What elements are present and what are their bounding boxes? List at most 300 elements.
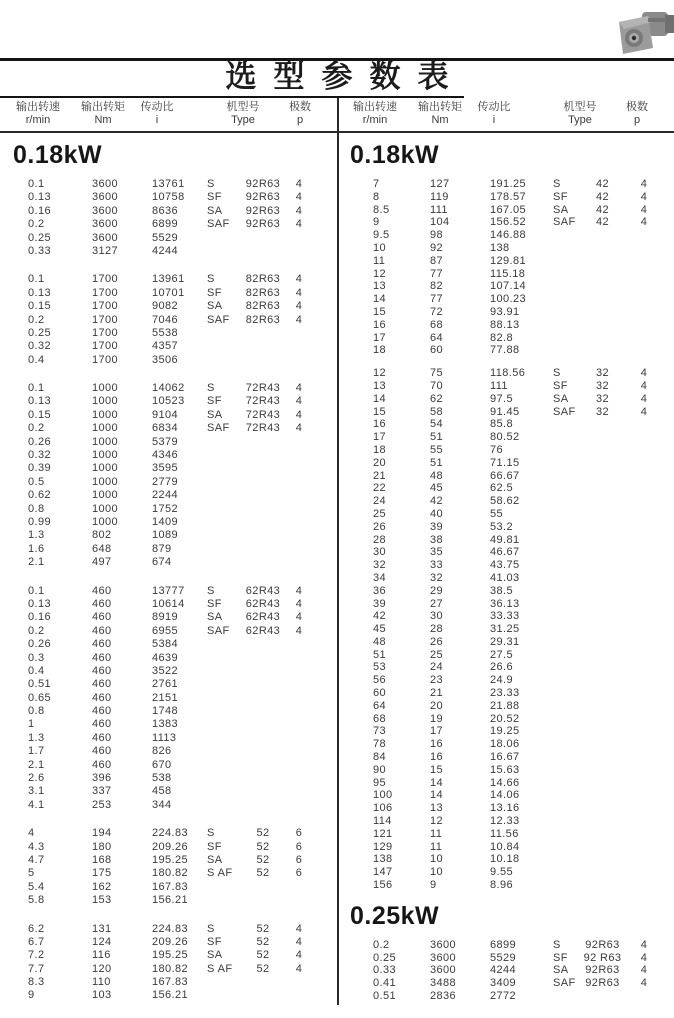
cell-poles [286, 718, 312, 731]
cell-ratio: 538 [152, 772, 172, 785]
cell-torque: 119 [430, 190, 449, 203]
cell-model [240, 462, 286, 475]
cell-speed: 53 [373, 661, 387, 674]
table-row [337, 508, 674, 521]
cell-model [580, 636, 625, 649]
cell-prefix: SA [207, 949, 223, 962]
cell-model [580, 418, 625, 431]
table-row [0, 705, 337, 718]
cell-poles [625, 764, 663, 777]
cell-prefix [207, 327, 240, 340]
cell-prefix: SA [553, 203, 569, 216]
cell-ratio: 1383 [152, 718, 179, 731]
cell-prefix [553, 725, 580, 738]
cell-speed: 100 [373, 789, 393, 802]
cell-speed: 36 [373, 584, 387, 597]
cell-poles [625, 598, 663, 611]
cell-prefix [553, 559, 580, 572]
cell-ratio: 129.81 [490, 254, 527, 267]
table-row [0, 556, 337, 569]
cell-torque: 23 [430, 674, 444, 687]
cell-prefix: S [207, 584, 215, 597]
cell-speed: 121 [373, 827, 393, 840]
cell-torque: 35 [430, 546, 444, 559]
cell-ratio: 12.33 [490, 815, 520, 828]
cell-model: 52 [256, 853, 270, 866]
cell-ratio: 20.52 [490, 712, 520, 725]
table-header-right [337, 101, 674, 131]
cell-speed: 30 [373, 546, 387, 559]
cell-prefix: S [207, 827, 215, 840]
cell-torque: 15 [430, 763, 444, 776]
column-header-cn: 输出转速 [353, 101, 397, 113]
table-row [337, 242, 674, 255]
cell-model [580, 457, 625, 470]
cell-torque: 1000 [92, 489, 119, 502]
cell-ratio: 156.21 [152, 894, 189, 907]
cell-model: 42 [595, 178, 610, 190]
cell-ratio: 138 [490, 241, 510, 254]
cell-torque: 1000 [92, 462, 119, 475]
cell-poles [625, 623, 663, 636]
cell-poles: 6 [295, 867, 303, 880]
table-row [337, 866, 674, 879]
cell-prefix [553, 332, 580, 345]
cell-model [240, 692, 286, 705]
column-header-cn: 极数 [289, 101, 311, 113]
cell-prefix [553, 319, 580, 332]
table-row [337, 191, 674, 204]
cell-ratio: 2244 [152, 489, 179, 502]
cell-prefix: SA [207, 408, 223, 421]
cell-speed: 73 [373, 725, 387, 738]
cell-torque: 9 [430, 879, 437, 892]
cell-model [580, 470, 625, 483]
cell-speed: 15 [373, 405, 387, 418]
cell-poles [625, 268, 663, 281]
cell-torque: 87 [430, 254, 444, 267]
cell-model [240, 449, 286, 462]
cell-prefix [553, 598, 580, 611]
cell-model [580, 990, 625, 1003]
cell-poles [286, 543, 312, 556]
cell-model [580, 649, 625, 662]
cell-ratio: 14.66 [490, 776, 520, 789]
cell-model [580, 661, 625, 674]
cell-prefix [553, 572, 580, 585]
column-header-cn: 传动比 [477, 101, 511, 113]
cell-poles [286, 476, 312, 489]
cell-ratio: 156.21 [152, 989, 189, 1002]
cell-ratio: 10.18 [490, 853, 520, 866]
cell-model: 52 [256, 827, 270, 840]
cell-speed: 0.16 [28, 611, 52, 624]
cell-ratio: 33.33 [490, 610, 520, 623]
cell-torque: 92 [430, 241, 444, 254]
cell-prefix: S [207, 178, 215, 190]
cell-torque: 337 [92, 785, 112, 798]
cell-ratio: 24.9 [490, 674, 514, 687]
cell-prefix [553, 293, 580, 306]
cell-ratio: 10523 [152, 395, 185, 408]
table-row [0, 585, 337, 598]
cell-torque: 48 [430, 469, 444, 482]
cell-speed: 20 [373, 456, 387, 469]
cell-speed: 4.3 [28, 840, 45, 853]
table-row [0, 854, 337, 867]
cell-prefix: S [207, 382, 215, 395]
cell-model [580, 598, 625, 611]
table-row [0, 489, 337, 502]
table-row [0, 923, 337, 936]
cell-torque: 45 [430, 482, 444, 495]
cell-poles: 4 [295, 922, 303, 935]
cell-torque: 54 [430, 418, 444, 431]
cell-speed: 0.15 [28, 408, 52, 421]
cell-prefix [207, 745, 240, 758]
cell-speed: 129 [373, 840, 393, 853]
cell-ratio: 6955 [152, 624, 179, 637]
table-row [0, 300, 337, 313]
cell-poles [625, 990, 663, 1003]
cell-speed: 0.62 [28, 489, 52, 502]
cell-prefix: SF [553, 951, 568, 964]
cell-torque: 40 [430, 507, 444, 520]
cell-speed: 0.8 [28, 502, 45, 515]
cell-torque: 460 [92, 731, 112, 744]
cell-speed: 14 [373, 293, 387, 306]
cell-ratio: 3595 [152, 462, 179, 475]
table-row [0, 625, 337, 638]
cell-model: 92 R63 [583, 951, 622, 964]
cell-ratio: 27.5 [490, 648, 514, 661]
cell-poles [286, 799, 312, 812]
table-row [0, 745, 337, 758]
cell-ratio: 195.25 [152, 949, 189, 962]
table-row [0, 692, 337, 705]
cell-torque: 3488 [430, 977, 457, 990]
cell-model [240, 436, 286, 449]
cell-poles [625, 713, 663, 726]
cell-ratio: 167.83 [152, 976, 189, 989]
cell-torque: 460 [92, 691, 112, 704]
cell-torque: 2836 [430, 990, 457, 1003]
cell-model: 92R63 [245, 178, 281, 190]
table-row [337, 418, 674, 431]
cell-ratio: 224.83 [152, 827, 189, 840]
cell-ratio: 195.25 [152, 853, 189, 866]
cell-speed: 10 [373, 241, 387, 254]
row-block [337, 178, 674, 357]
table-row [0, 191, 337, 204]
cell-torque: 10 [430, 866, 444, 879]
cell-poles [625, 546, 663, 559]
cell-ratio: 4346 [152, 449, 179, 462]
cell-ratio: 2761 [152, 678, 179, 691]
cell-speed: 138 [373, 853, 393, 866]
cell-prefix [207, 340, 240, 353]
cell-torque: 33 [430, 559, 444, 572]
cell-ratio: 9082 [152, 300, 179, 313]
cell-model [240, 556, 286, 569]
cell-model [580, 572, 625, 585]
cell-poles [625, 802, 663, 815]
cell-poles [625, 255, 663, 268]
cell-speed: 2.1 [28, 758, 45, 771]
cell-torque: 116 [92, 949, 111, 962]
cell-prefix: SAF [207, 422, 230, 435]
table-row [337, 841, 674, 854]
cell-torque: 14 [430, 776, 444, 789]
cell-ratio: 29.31 [490, 635, 520, 648]
cell-speed: 0.13 [28, 286, 52, 299]
table-row [337, 661, 674, 674]
table-row [0, 949, 337, 962]
cell-torque: 153 [92, 894, 112, 907]
cell-ratio: 97.5 [490, 392, 514, 405]
table-row [337, 306, 674, 319]
cell-model [240, 327, 286, 340]
cell-prefix: SF [553, 190, 568, 203]
table-row [0, 785, 337, 798]
cell-prefix [207, 772, 240, 785]
cell-poles [625, 610, 663, 623]
cell-model [240, 799, 286, 812]
table-row [337, 990, 674, 1003]
cell-speed: 17 [373, 431, 387, 444]
cell-ratio: 1409 [152, 515, 179, 528]
column-header-cn: 极数 [626, 101, 648, 113]
cell-torque: 1000 [92, 382, 119, 395]
cell-poles [625, 293, 663, 306]
cell-ratio: 14.06 [490, 789, 520, 802]
cell-prefix [207, 799, 240, 812]
cell-prefix [553, 764, 580, 777]
cell-poles: 4 [295, 218, 303, 231]
cell-model: 62R43 [245, 597, 281, 610]
cell-speed: 0.26 [28, 435, 52, 448]
cell-model [580, 229, 625, 242]
cell-speed: 1.3 [28, 731, 45, 744]
cell-torque: 1700 [92, 326, 119, 339]
column-header-cn: 输出转速 [16, 101, 60, 113]
cell-speed: 0.8 [28, 705, 45, 718]
cell-model [580, 700, 625, 713]
cell-poles [286, 245, 312, 258]
cell-prefix [553, 431, 580, 444]
cell-poles: 4 [295, 178, 303, 190]
cell-prefix [553, 444, 580, 457]
cell-speed: 114 [373, 815, 392, 828]
cell-poles [286, 436, 312, 449]
cell-prefix: SAF [553, 216, 576, 229]
table-row [337, 255, 674, 268]
table-row [337, 380, 674, 393]
cell-torque: 60 [430, 344, 444, 357]
cell-model [580, 344, 625, 357]
cell-speed: 0.5 [28, 475, 45, 488]
cell-prefix: SA [207, 853, 223, 866]
cell-poles [286, 745, 312, 758]
cell-poles [625, 828, 663, 841]
cell-poles [625, 841, 663, 854]
cell-poles: 6 [295, 853, 303, 866]
cell-model [240, 245, 286, 258]
table-row [0, 678, 337, 691]
cell-prefix [207, 516, 240, 529]
cell-ratio: 5529 [490, 951, 517, 964]
cell-speed: 9 [373, 216, 380, 229]
cell-ratio: 4244 [152, 244, 179, 257]
cell-speed: 25 [373, 507, 387, 520]
table-row [337, 495, 674, 508]
cell-ratio: 10701 [152, 286, 185, 299]
cell-model [580, 255, 625, 268]
cell-torque: 460 [92, 611, 112, 624]
cell-prefix [207, 665, 240, 678]
cell-torque: 103 [92, 989, 112, 1002]
cell-prefix: SA [553, 964, 569, 977]
cell-model [580, 610, 625, 623]
table-row [337, 713, 674, 726]
table-row [0, 543, 337, 556]
table-row [337, 585, 674, 598]
column-header [141, 101, 174, 127]
table-row [337, 268, 674, 281]
cell-prefix: SF [207, 395, 222, 408]
table-row [337, 674, 674, 687]
cell-torque: 127 [430, 178, 450, 190]
cell-model [240, 529, 286, 542]
cell-speed: 0.13 [28, 395, 52, 408]
cell-prefix [553, 495, 580, 508]
cell-prefix [553, 789, 580, 802]
cell-prefix [553, 661, 580, 674]
cell-prefix [207, 718, 240, 731]
column-header-unit: Type [568, 114, 592, 126]
cell-ratio: 224.83 [152, 922, 189, 935]
cell-speed: 60 [373, 687, 387, 700]
cell-model [580, 508, 625, 521]
cell-prefix: SA [207, 611, 223, 624]
column-header-unit: p [296, 114, 304, 126]
cell-poles [286, 759, 312, 772]
cell-poles [625, 585, 663, 598]
cell-prefix [553, 636, 580, 649]
cell-speed: 22 [373, 482, 387, 495]
cell-ratio: 118.56 [490, 367, 526, 380]
cell-prefix [553, 610, 580, 623]
cell-torque: 11 [430, 827, 443, 840]
cell-prefix [553, 687, 580, 700]
cell-speed: 147 [373, 866, 393, 879]
cell-prefix [207, 705, 240, 718]
cell-poles: 4 [295, 935, 303, 948]
cell-speed: 18 [373, 443, 387, 456]
cell-poles [286, 503, 312, 516]
cell-model [240, 989, 286, 1002]
column-header-unit: Nm [94, 114, 112, 126]
cell-model [580, 332, 625, 345]
cell-torque: 27 [430, 597, 444, 610]
cell-prefix [207, 556, 240, 569]
cell-model: 92R63 [245, 204, 281, 217]
cell-ratio: 88.13 [490, 318, 520, 331]
cell-model: 82R63 [245, 273, 281, 286]
cell-poles [286, 449, 312, 462]
table-row [0, 652, 337, 665]
cell-poles: 4 [640, 977, 648, 990]
cell-prefix [553, 242, 580, 255]
cell-ratio: 6834 [152, 422, 179, 435]
cell-torque: 11 [430, 840, 443, 853]
cell-speed: 16 [373, 318, 387, 331]
cell-prefix [553, 470, 580, 483]
cell-ratio: 180.82 [152, 962, 189, 975]
cell-speed: 1.3 [28, 529, 45, 542]
cell-speed: 2.1 [28, 556, 45, 569]
table-row [0, 894, 337, 907]
cell-prefix [553, 674, 580, 687]
cell-torque: 30 [430, 610, 444, 623]
column-header-unit: r/min [25, 114, 51, 126]
cell-poles: 4 [640, 938, 648, 951]
table-row [337, 725, 674, 738]
cell-model [240, 476, 286, 489]
cell-torque: 3600 [92, 191, 119, 204]
cell-prefix: SA [207, 300, 223, 313]
cell-poles [286, 785, 312, 798]
cell-poles [286, 732, 312, 745]
cell-prefix [207, 638, 240, 651]
cell-ratio: 13.16 [490, 802, 520, 815]
cell-speed: 0.33 [28, 244, 52, 257]
cell-speed: 3.1 [28, 785, 45, 798]
column-header [16, 101, 60, 127]
cell-speed: 4.7 [28, 853, 45, 866]
table-row [0, 841, 337, 854]
cell-torque: 16 [430, 738, 444, 751]
cell-poles: 6 [295, 840, 303, 853]
cell-prefix [553, 521, 580, 534]
cell-torque: 180 [92, 840, 112, 853]
cell-ratio: 62.5 [490, 482, 514, 495]
cell-torque: 1000 [92, 435, 119, 448]
cell-speed: 0.2 [28, 218, 45, 231]
cell-ratio: 26.6 [490, 661, 514, 674]
cell-torque: 497 [92, 556, 112, 569]
cell-poles [286, 556, 312, 569]
cell-speed: 5.8 [28, 894, 45, 907]
cell-speed: 2.6 [28, 772, 45, 785]
cell-poles [625, 306, 663, 319]
cell-poles: 4 [640, 367, 648, 380]
row-block [0, 585, 337, 813]
row-block [0, 923, 337, 1003]
cell-prefix [553, 534, 580, 547]
cell-model: 92R63 [585, 977, 620, 990]
cell-poles [286, 327, 312, 340]
cell-model [240, 503, 286, 516]
cell-poles: 4 [295, 395, 303, 408]
column-header [81, 101, 125, 127]
cell-poles [625, 636, 663, 649]
cell-ratio: 76 [490, 443, 504, 456]
cell-prefix [553, 268, 580, 281]
cell-torque: 39 [430, 520, 444, 533]
table-row [0, 287, 337, 300]
cell-model: 32 [595, 379, 610, 392]
